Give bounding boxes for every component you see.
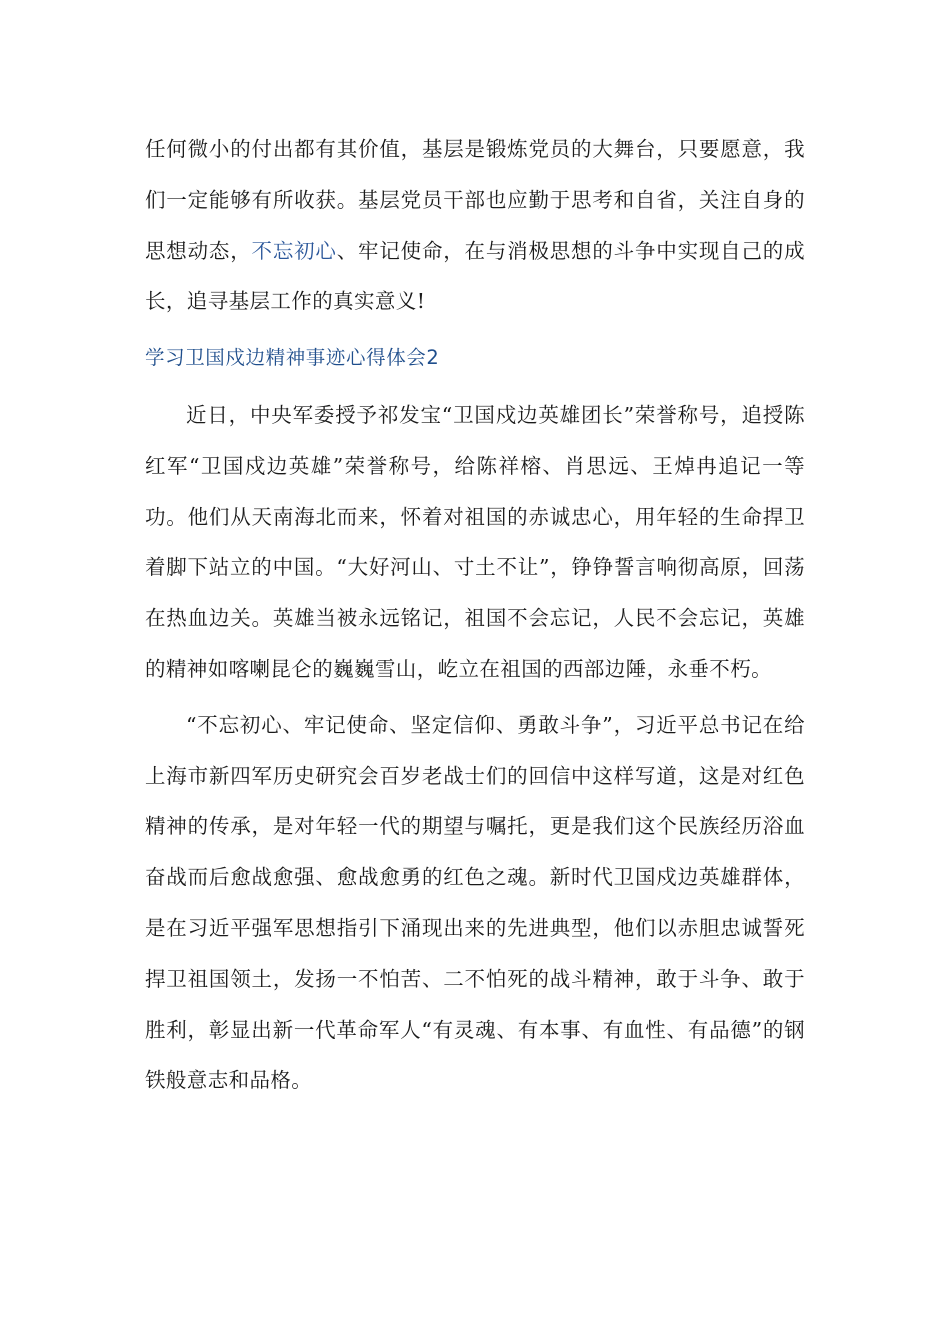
document-body — [145, 124, 805, 1106]
section-heading: 学习卫国戍边精神事迹心得体会2 — [145, 346, 440, 370]
paragraph-text: 任何微小的付出都有其价值，基层是锻炼党员的大舞台，只要愿意，我们一定能够有所收获。基层党员干部也应勤于思考和自省，关注自身的思想动态， — [145, 137, 805, 263]
paragraph-honors: 近日，中央军委授予祁发宝“卫国戍边英雄团长”荣誉称号，追授陈红军“卫国戍边英雄”荣誉称号，给陈祥榕、肖思远、王焯冉追记一等功。他们从天南海北而来，怀着对祖国的赤诚忠心，用年轻的生命捍卫着脚下站立的中国。“大好河山、寸土不让”，铮铮誓言响彻高原，回荡在热血边关。英雄当被永远铭记，祖国不会忘记，人民不会忘记，英雄的精神如喀喇昆仑的巍巍雪山，屹立在祖国的西部边陲，永垂不朽。 — [145, 402, 805, 681]
paragraph-text: 、牢记使命，在与消极思想的斗争中实现自己的成长，追寻基层工作的真实意义! — [145, 238, 805, 314]
paragraph-spirit: “不忘初心、牢记使命、坚定信仰、勇敢斗争”，习近平总书记在给上海市新四军历史研究会百岁老战士们的回信中这样写道，这是对红色精神的传承，是对年轻一代的期望与嘱托，更是我们这个民族经历浴血奋战而后愈战愈强、愈战愈勇的红色之魂。新时代卫国戍边英雄群体，是在习近平强军思想指引下涌现出来的先进典型，他们以赤胆忠诚誓死捍卫祖国领土，发扬一不怕苦、二不怕死的战斗精神，敢于斗争、敢于胜利，彰显出新一代革命军人“有灵魂、有本事、有血性、有品德”的钢铁般意志和品格。 — [145, 712, 805, 1093]
paragraph-continuation — [145, 124, 805, 327]
inline-link[interactable]: 不忘初心 — [251, 238, 337, 263]
